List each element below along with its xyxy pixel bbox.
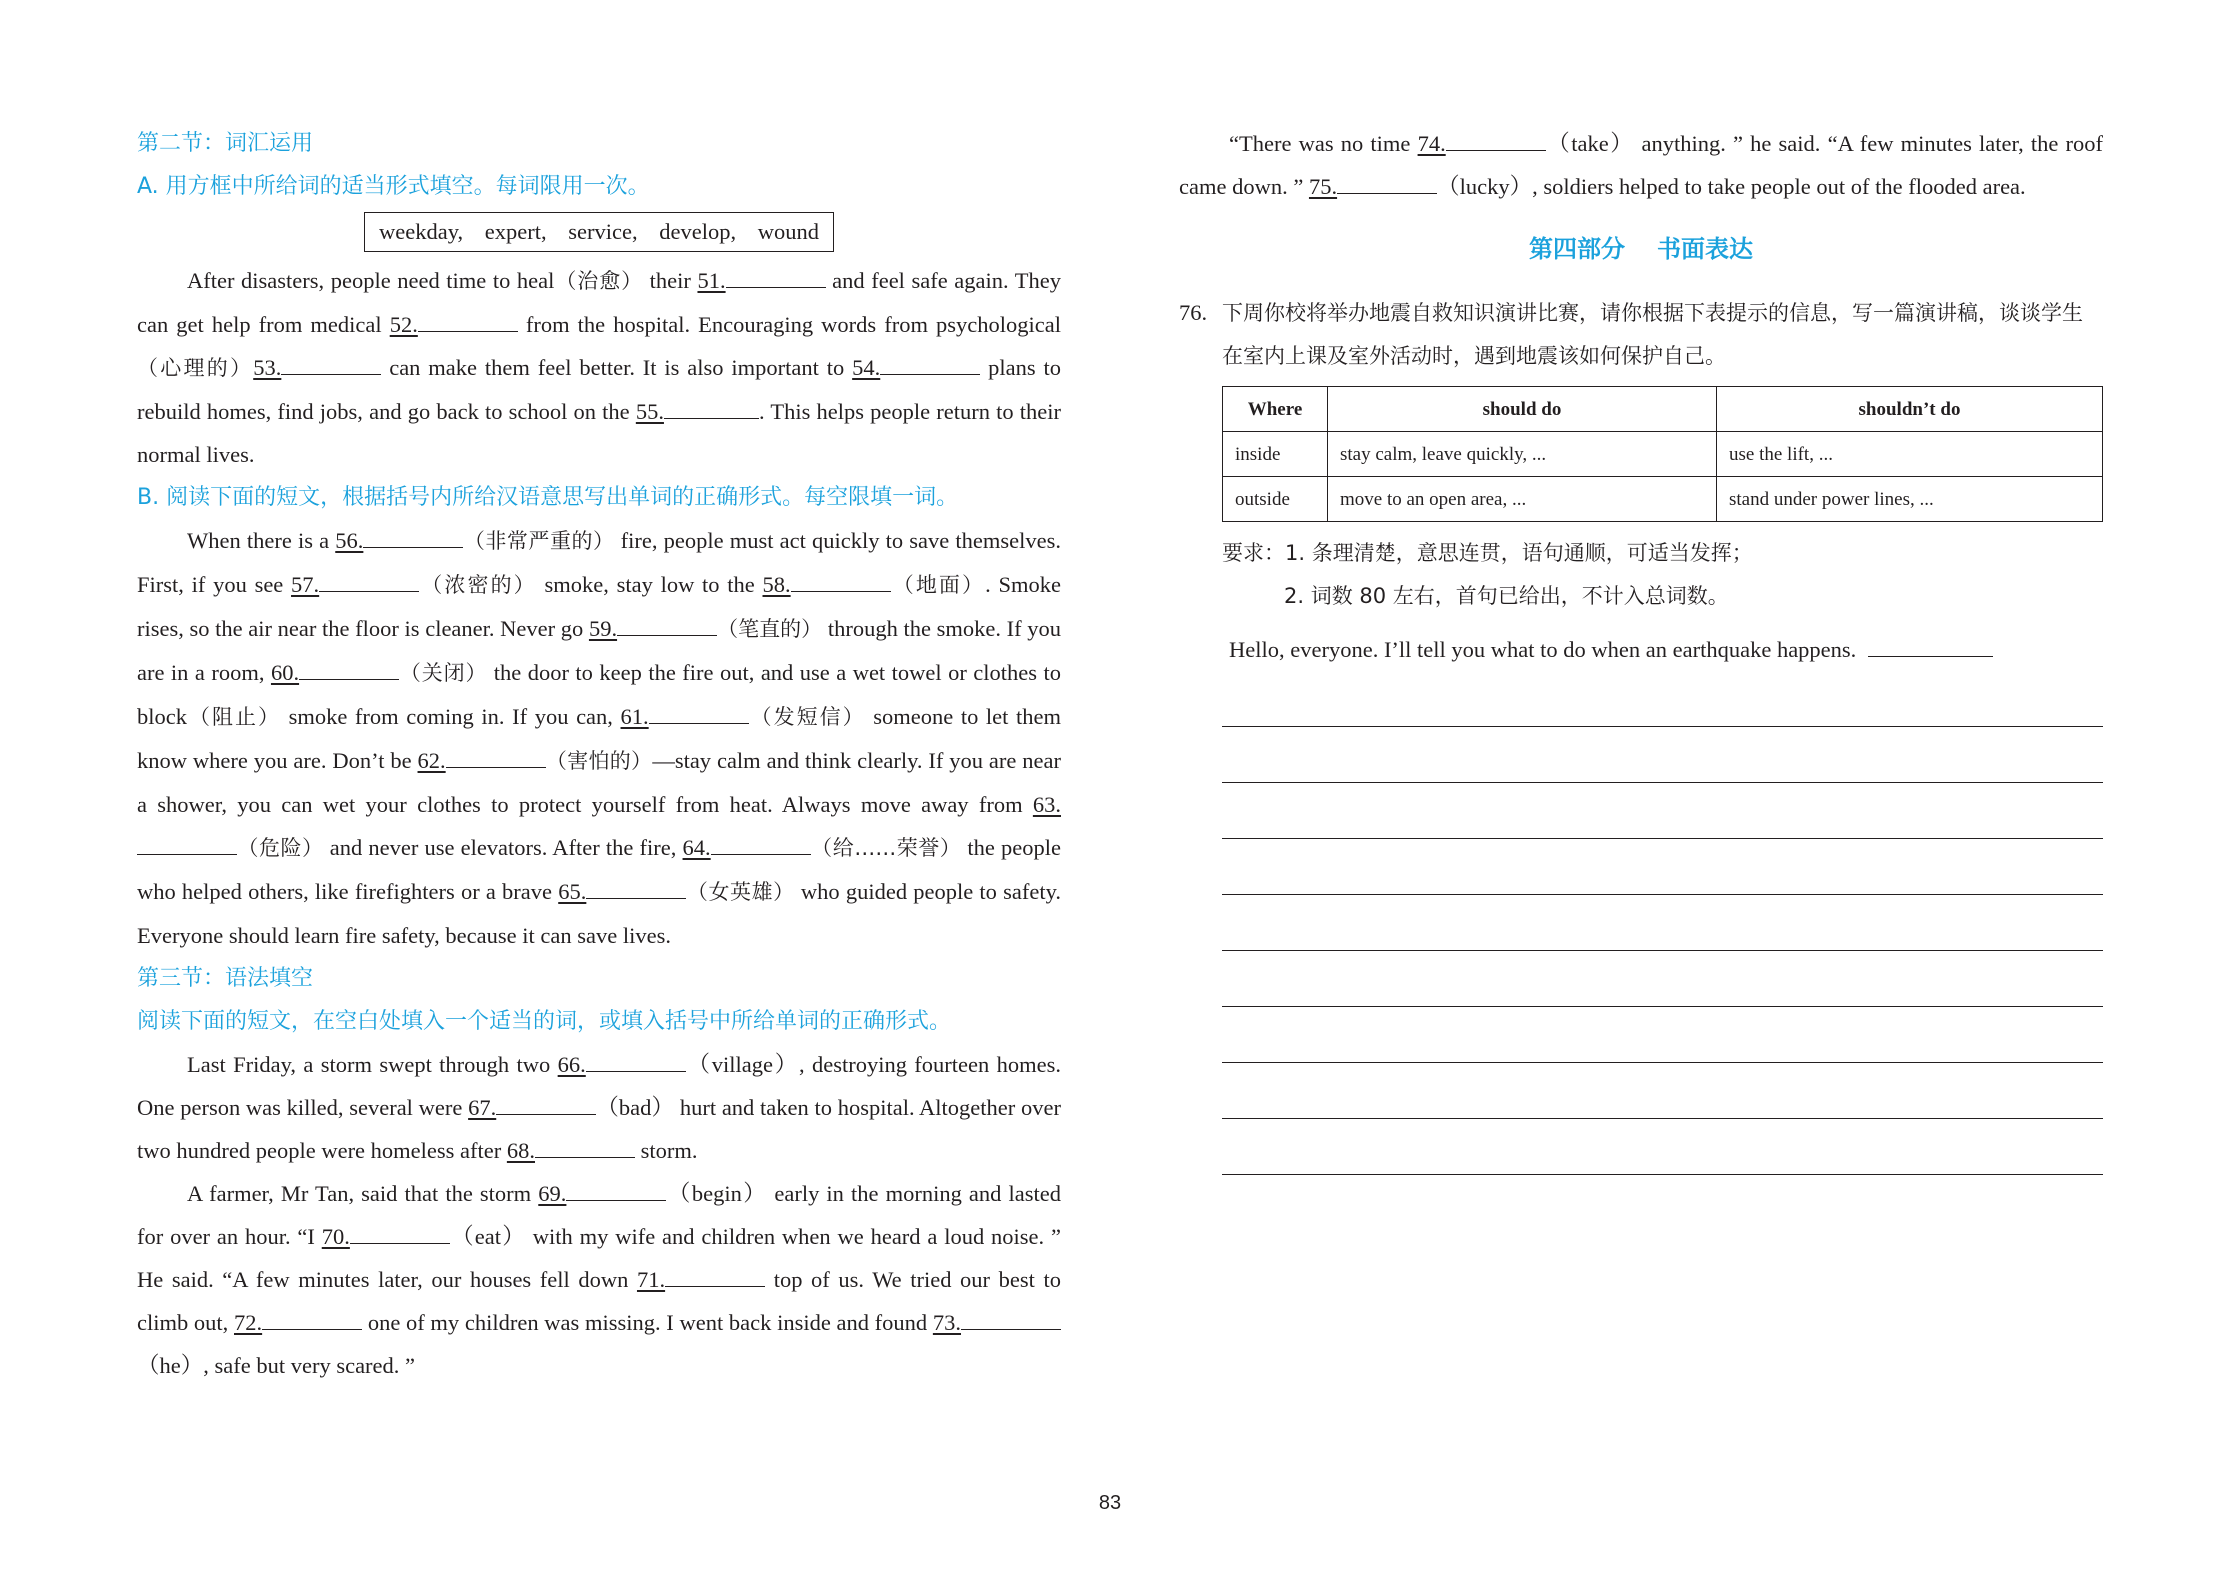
word-hint: （bad） <box>596 1095 675 1120</box>
chinese-hint: （关闭） <box>399 661 488 685</box>
blank-60-number: 60. <box>270 660 300 685</box>
word-box <box>364 212 834 252</box>
blank-62-number: 62. <box>417 748 446 773</box>
chinese-hint: （地面） <box>890 573 986 597</box>
blank-54[interactable] <box>880 352 980 375</box>
text: Last Friday, a storm swept through two <box>187 1052 558 1077</box>
writing-first-sentence: Hello, everyone. I’ll tell you what to do when an earthquake happens. <box>1229 637 1857 662</box>
table-header: should do <box>1328 387 1717 432</box>
blank-63[interactable] <box>137 832 237 855</box>
text: anything. ” he said. “A few minutes later, the roof came down. ” <box>1179 131 2104 199</box>
text: early in the morning and lasted for over an hour. “I <box>137 1181 1061 1249</box>
writing-line[interactable] <box>1222 951 2103 1007</box>
blank-68[interactable] <box>535 1135 635 1158</box>
chinese-hint: （浓密的） <box>419 573 537 597</box>
blank-55[interactable] <box>664 396 759 419</box>
text: can make them feel better. It is also important to <box>381 355 853 380</box>
blank-69-number: 69. <box>538 1181 567 1206</box>
text: from the hospital. Encouraging words from psychological <box>517 312 1061 337</box>
text: , soldiers helped to take people out of the flooded area. <box>1532 174 2026 199</box>
text: top of us. We tried our best to climb out, <box>137 1267 1061 1335</box>
blank-58[interactable] <box>791 569 891 592</box>
text: one of my children was missing. I went back inside and found <box>362 1310 933 1335</box>
blank-57-number: 57. <box>291 572 320 597</box>
chinese-hint: （危险） <box>237 836 324 860</box>
text: smoke, stay low to the <box>536 572 763 597</box>
word-hint: （take） <box>1545 131 1635 156</box>
blank-52-number: 52. <box>389 312 418 337</box>
text: hurt and taken to hospital. Altogether over two hundred people were homeless after <box>137 1095 1061 1163</box>
blank-70[interactable] <box>350 1221 450 1244</box>
text: , destroying fourteen homes. One person was killed, several were <box>137 1052 1061 1120</box>
requirements <box>1222 532 2103 618</box>
blank-72-number: 72. <box>234 1310 263 1335</box>
blank-72[interactable] <box>262 1307 362 1330</box>
table-cell: use the lift, ... <box>1717 432 2103 477</box>
chinese-hint: （治愈） <box>554 269 644 293</box>
blank-54-number: 54. <box>852 355 881 380</box>
text: through the smoke. If you are in a room, <box>137 616 1062 685</box>
blank-66-number: 66. <box>557 1052 586 1077</box>
blank-73[interactable] <box>961 1307 1061 1330</box>
blank-53-number: 53. <box>253 355 282 380</box>
table-row <box>1223 477 2103 522</box>
chinese-hint: （发短信） <box>748 705 866 729</box>
blank-75[interactable] <box>1337 171 1437 194</box>
writing-line[interactable] <box>1222 727 2103 783</box>
blank-51[interactable] <box>726 265 826 288</box>
requirements-label: 要求： <box>1222 541 1285 565</box>
writing-line[interactable] <box>1222 1007 2103 1063</box>
blank-51-number: 51. <box>697 268 726 293</box>
blank-55-number: 55. <box>635 399 664 424</box>
word-box-item: weekday, <box>379 219 464 244</box>
word-box-item: expert, <box>484 219 547 244</box>
blank-74-number: 74. <box>1417 131 1446 156</box>
word-hint: （eat） <box>449 1224 526 1249</box>
section3-instructions: 阅读下面的短文，在空白处填入一个适当的词，或填入括号中所给单词的正确形式。 <box>137 1009 952 1034</box>
partB-instructions: B. 阅读下面的短文，根据括号内所给汉语意思写出单词的正确形式。每空限填一词。 <box>137 485 959 510</box>
table-row <box>1223 432 2103 477</box>
text: . This helps people return to their normal lives. <box>137 399 1061 467</box>
text: fire, people must act quickly to save themselves. First, if you see <box>137 528 1061 597</box>
chinese-hint: （心理的） <box>137 356 254 380</box>
text: When there is a <box>187 528 336 553</box>
blank-65[interactable] <box>586 876 686 899</box>
question-text: 下周你校将举办地震自救知识演讲比赛，请你根据下表提示的信息，写一篇演讲稿，谈谈学生在室内上课及室外活动时，遇到地震该如何保护自己。 <box>1222 301 2083 368</box>
question-number: 76. <box>1179 300 1208 325</box>
right-column <box>1179 122 2103 1175</box>
question-76 <box>1179 291 2103 378</box>
table-header: shouldn’t do <box>1717 387 2103 432</box>
word-hint: （lucky） <box>1437 174 1533 199</box>
word-box-item: service, <box>568 219 638 244</box>
blank-73-number: 73. <box>932 1310 961 1335</box>
table-header: Where <box>1223 387 1328 432</box>
grammar-paragraph-1 <box>137 1043 1061 1172</box>
word-box-wrapper <box>137 210 1061 253</box>
blank-60[interactable] <box>299 657 399 680</box>
word-hint: （he） <box>137 1353 204 1378</box>
chinese-hint: （非常严重的） <box>463 529 615 553</box>
blank-67[interactable] <box>496 1092 596 1115</box>
text: plans to rebuild homes, find jobs, and go back to school on the <box>137 355 1061 424</box>
blank-65-number: 65. <box>558 879 587 904</box>
text: smoke from coming in. If you can, <box>280 704 621 729</box>
text: A farmer, Mr Tan, said that the storm <box>187 1181 539 1206</box>
blank-68-number: 68. <box>506 1138 535 1163</box>
writing-line-start[interactable] <box>1868 634 1993 657</box>
chinese-hint: （阻止） <box>187 705 281 729</box>
text: the door to keep the fire out, and use a wet towel or clothes to block <box>137 660 1062 729</box>
blank-56-number: 56. <box>335 528 364 553</box>
left-column <box>137 122 1061 1387</box>
grammar-paragraph-3 <box>1179 122 2103 208</box>
blank-59-number: 59. <box>588 616 618 641</box>
blank-63-number: 63. <box>1032 792 1061 817</box>
info-table <box>1222 386 2103 522</box>
word-hint: （begin） <box>666 1181 768 1206</box>
word-box-item: wound <box>757 219 819 244</box>
section2-title: 第二节：词汇运用 <box>137 131 314 156</box>
writing-line[interactable] <box>1222 1119 2103 1175</box>
page-number: 83 <box>1098 1492 1122 1514</box>
blank-64-number: 64. <box>682 835 711 860</box>
part4-title-b: 书面表达 <box>1657 235 1753 263</box>
table-cell: inside <box>1223 432 1328 477</box>
text: and feel safe again. They can get help from medical <box>137 268 1062 337</box>
chinese-hint: （笔直的） <box>717 617 823 641</box>
blank-66[interactable] <box>586 1049 686 1072</box>
writing-start <box>1229 628 2103 671</box>
table-cell: stay calm, leave quickly, ... <box>1328 432 1717 477</box>
blank-74[interactable] <box>1446 128 1546 151</box>
part4-title <box>1179 228 2103 271</box>
text: , safe but very scared. ” <box>203 1353 416 1378</box>
text: After disasters, people need time to heal <box>187 268 555 293</box>
text: the people who helped others, like firefighters or a brave <box>137 835 1062 904</box>
writing-line[interactable] <box>1222 839 2103 895</box>
writing-line[interactable] <box>1222 671 2103 727</box>
writing-line[interactable] <box>1222 783 2103 839</box>
chinese-hint: （害怕的） <box>545 749 653 773</box>
writing-line[interactable] <box>1222 1063 2103 1119</box>
blank-52[interactable] <box>418 309 518 332</box>
table-cell: outside <box>1223 477 1328 522</box>
blank-75-number: 75. <box>1308 174 1338 199</box>
text: with my wife and children when we heard a loud noise. ” He said. “A few minutes later, our houses fell down <box>137 1224 1061 1292</box>
blank-71[interactable] <box>665 1264 765 1287</box>
blank-70-number: 70. <box>321 1224 350 1249</box>
text: . Smoke rises, so the air near the floor is cleaner. Never go <box>137 572 1061 641</box>
grammar-paragraph-2 <box>137 1172 1061 1387</box>
blank-69[interactable] <box>566 1178 666 1201</box>
word-hint: （village） <box>685 1052 799 1077</box>
chinese-hint: （女英雄） <box>686 880 795 904</box>
text: “There was no time <box>1229 131 1418 156</box>
blank-62[interactable] <box>446 745 546 768</box>
section3-title: 第三节：语法填空 <box>137 966 314 991</box>
partA-instructions: A. 用方框中所给词的适当形式填空。每词限用一次。 <box>137 174 650 199</box>
partA-passage <box>137 259 1061 476</box>
blank-61[interactable] <box>649 701 749 724</box>
partB-passage <box>137 519 1061 957</box>
word-box-item: develop, <box>659 219 737 244</box>
text: —stay calm and think clearly. If you are near a shower, you can wet your clothes to protect yourself from heat. Always move away from <box>137 748 1062 817</box>
writing-line[interactable] <box>1222 895 2103 951</box>
part4-title-a: 第四部分 <box>1529 235 1625 263</box>
table-cell: stand under power lines, ... <box>1717 477 2103 522</box>
text: someone to let them know where you are. Don’t be <box>137 704 1062 773</box>
text: their <box>643 268 698 293</box>
text: and never use elevators. After the fire, <box>323 835 683 860</box>
requirement-text: 1. 条理清楚，意思连贯，语句通顺，可适当发挥； <box>1285 541 1753 565</box>
blank-57[interactable] <box>319 569 419 592</box>
text: who guided people to safety. Everyone should learn fire safety, because it can save lives. <box>137 879 1061 948</box>
chinese-hint: （给……荣誉） <box>810 836 962 860</box>
blank-53[interactable] <box>281 352 381 375</box>
requirement-1 <box>1222 532 2103 575</box>
requirement-2: 2. 词数 80 左右，首句已给出，不计入总词数。 <box>1284 584 1729 608</box>
text: storm. <box>635 1138 698 1163</box>
writing-area[interactable] <box>1179 671 2103 1175</box>
table-header-row <box>1223 387 2103 432</box>
blank-61-number: 61. <box>620 704 649 729</box>
blank-71-number: 71. <box>636 1267 666 1292</box>
blank-58-number: 58. <box>762 572 791 597</box>
table-cell: move to an open area, ... <box>1328 477 1717 522</box>
blank-67-number: 67. <box>468 1095 497 1120</box>
blank-56[interactable] <box>363 525 463 548</box>
blank-64[interactable] <box>711 832 811 855</box>
blank-59[interactable] <box>617 613 717 636</box>
